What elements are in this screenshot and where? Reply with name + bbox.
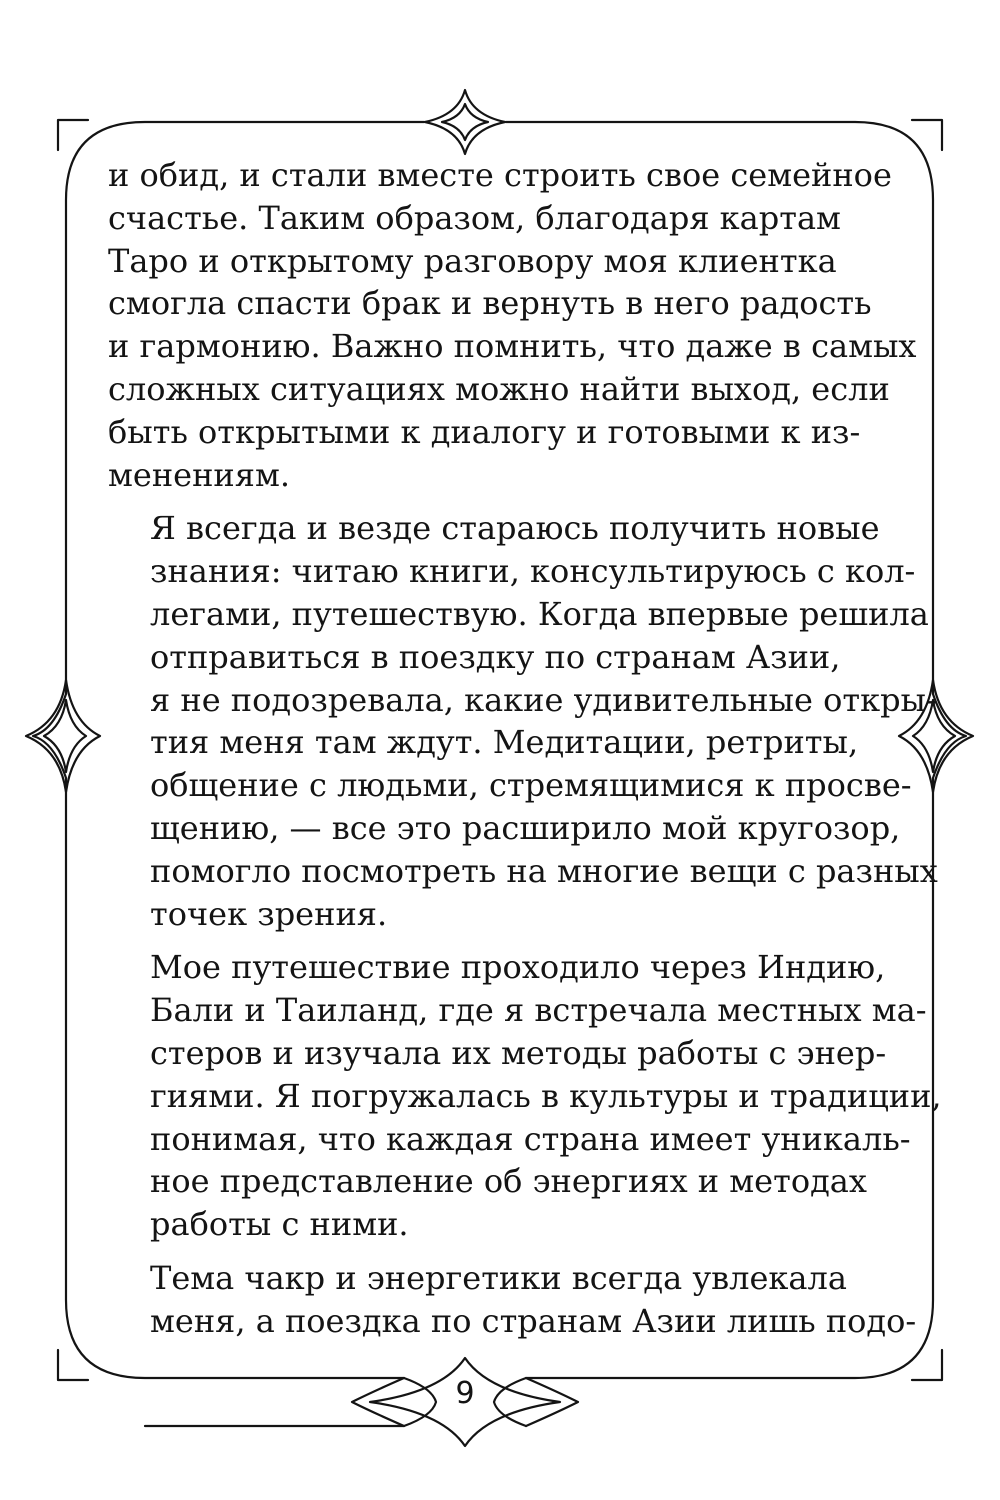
paragraph xyxy=(108,1257,917,1343)
text-line: Я всегда и везде стараюсь получить новые xyxy=(150,509,880,548)
text-line: я не подозревала, какие удивительные откры- xyxy=(150,680,937,719)
text-line: гиями. Я погружалась в культуры и традиции, xyxy=(150,1076,942,1115)
text-line: счастье. Таким образом, благодаря картам xyxy=(108,198,841,237)
text-line: Таро и открытому разговору моя клиентка xyxy=(108,241,837,280)
text-line: и гармонию. Важно помнить, что даже в самых xyxy=(108,327,917,366)
page-number: 9 xyxy=(455,1376,475,1411)
paragraph xyxy=(108,946,942,1246)
text-line: и обид, и стали вместе строить свое семейное xyxy=(108,156,892,194)
paragraph xyxy=(108,154,917,496)
text-line: смогла спасти брак и вернуть в него радость xyxy=(108,284,872,323)
body-text xyxy=(108,154,942,1354)
text-line: сложных ситуациях можно найти выход, если xyxy=(108,369,890,408)
text-line: меня, а поездка по странам Азии лишь подо- xyxy=(150,1301,917,1340)
text-line: помогло посмотреть на многие вещи с разных xyxy=(150,851,938,890)
paragraph xyxy=(108,507,938,935)
text-line: щению, — все это расширило мой кругозор, xyxy=(150,808,901,847)
left-diamond-ornament xyxy=(26,680,100,792)
text-line: менениям. xyxy=(108,455,290,494)
text-line: работы с ними. xyxy=(150,1205,409,1244)
text-line: отправиться в поездку по странам Азии, xyxy=(150,637,841,676)
text-line: тия меня там ждут. Медитации, ретриты, xyxy=(150,723,859,762)
text-line: Тема чакр и энергетики всегда увлекала xyxy=(150,1258,847,1297)
text-line: понимая, что каждая страна имеет уникаль- xyxy=(150,1119,911,1158)
text-line: Бали и Таиланд, где я встречала местных ма- xyxy=(150,991,927,1030)
text-line: быть открытыми к диалогу и готовыми к из- xyxy=(108,412,861,451)
text-line: точек зрения. xyxy=(150,894,388,933)
text-line: ное представление об энергиях и методах xyxy=(150,1162,867,1201)
text-line: Мое путешествие проходило через Индию, xyxy=(150,948,886,987)
top-diamond-ornament xyxy=(425,90,505,154)
text-line: знания: читаю книги, консультируюсь с кол- xyxy=(150,552,916,591)
text-line: общение с людьми, стремящимися к просве- xyxy=(150,766,912,805)
text-line: стеров и изучала их методы работы с энер- xyxy=(150,1033,887,1072)
text-line: легами, путешествую. Когда впервые решила xyxy=(150,594,929,633)
